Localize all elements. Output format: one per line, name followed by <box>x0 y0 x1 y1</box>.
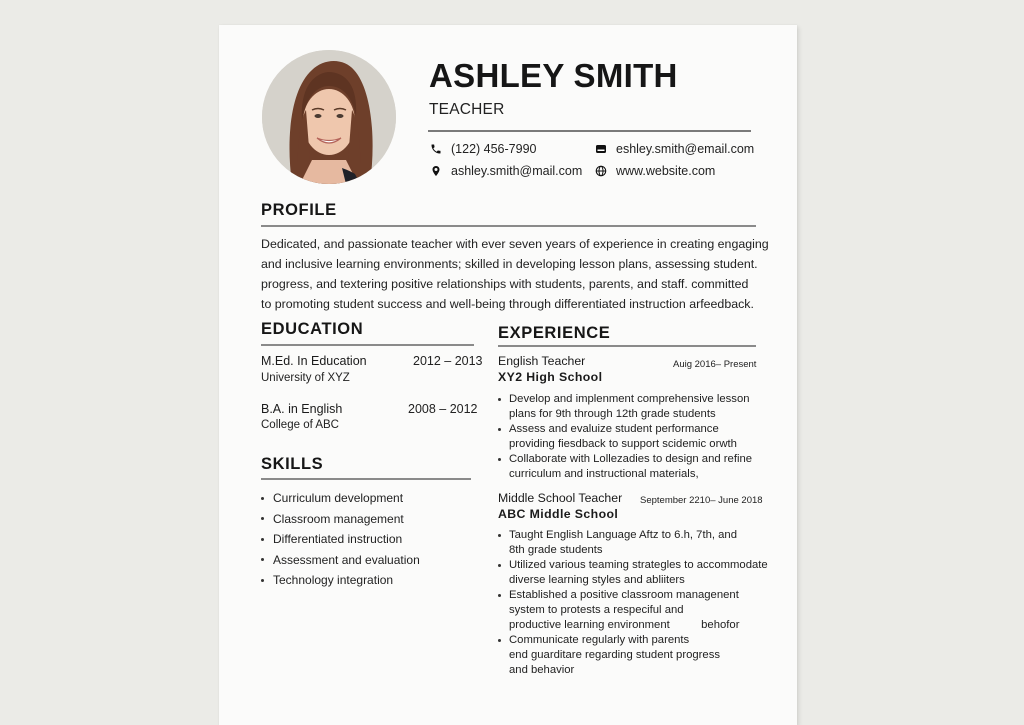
bullet-icon <box>261 579 264 582</box>
bullet-icon <box>261 517 264 520</box>
bullet-icon <box>498 564 501 567</box>
skill-item: Differentiated instruction <box>261 529 420 550</box>
bullet-icon <box>498 639 501 642</box>
experience-divider <box>498 345 756 347</box>
portrait-image-icon <box>262 50 396 184</box>
contact-email[interactable] <box>595 142 754 156</box>
job-bullet: Develop and implenment comprehensive lesson plans for 9th through 12th grade students <box>498 392 752 422</box>
job-bullet: Established a positive classroom managenent system to protests a respeciful and productive learning environment behofor <box>498 588 768 633</box>
bullet-icon <box>498 458 501 461</box>
header-divider <box>428 130 751 132</box>
profile-line: Dedicated, and passionate teacher with ever seven years of experience in creating engaging <box>261 237 769 251</box>
candidate-name: ASHLEY SMITH <box>429 57 678 94</box>
bullet-icon <box>261 538 264 541</box>
education-divider <box>261 344 474 346</box>
skill-item: Technology integration <box>261 570 420 591</box>
job-bullets <box>498 392 752 482</box>
contact-website[interactable] <box>595 164 715 178</box>
job-dates: Auig 2016– Present <box>673 359 757 370</box>
job-bullet: Utilized various teaming strategles to accommodate diverse learning styles and abliiters <box>498 558 768 588</box>
education-degree: M.Ed. In Education <box>261 354 367 368</box>
email-text: eshley.smith@email.com <box>616 142 755 156</box>
contact-phone[interactable] <box>430 142 536 156</box>
skills-list <box>261 488 420 591</box>
bullet-icon <box>261 558 264 561</box>
candidate-title: TEACHER <box>429 101 505 118</box>
profile-divider <box>261 225 756 227</box>
bullet-icon <box>498 428 501 431</box>
bullet-icon <box>498 594 501 597</box>
location-icon <box>430 165 442 177</box>
job-bullets <box>498 528 768 678</box>
job-school: ABC Middle School <box>498 507 619 521</box>
education-years: 2008 – 2012 <box>408 402 478 416</box>
contact-location[interactable] <box>430 164 582 178</box>
profile-line: and inclusive learning environments; skilled in developing lesson plans, assessing student. <box>261 257 758 271</box>
job-school: XY2 High School <box>498 370 603 384</box>
profile-summary <box>261 234 769 314</box>
job-bullet: Communicate regularly with parents end guarditare regarding student progress and behavior <box>498 633 768 678</box>
education-years: 2012 – 2013 <box>413 354 483 368</box>
location-text: ashley.smith@mail.com <box>451 164 583 178</box>
bullet-icon <box>261 497 264 500</box>
profile-line: progress, and textering positive relationships with students, parents, and staff. committed <box>261 277 749 291</box>
education-degree: B.A. in English <box>261 402 343 416</box>
profile-line: to promoting student success and well-being through differentiated instruction arfeedback. <box>261 297 754 311</box>
education-heading: EDUCATION <box>261 320 364 338</box>
skills-heading: SKILLS <box>261 455 324 473</box>
skill-item: Curriculum development <box>261 488 420 509</box>
education-school: College of ABC <box>261 419 339 431</box>
job-dates: September 2210– June 2018 <box>640 495 763 506</box>
resume-page <box>219 25 797 725</box>
profile-heading: PROFILE <box>261 201 337 219</box>
website-text: www.website.com <box>616 164 716 178</box>
job-title: Middle School Teacher <box>498 491 623 505</box>
skill-item: Classroom management <box>261 509 420 530</box>
phone-icon <box>430 143 442 155</box>
education-school: University of XYZ <box>261 372 350 384</box>
skills-divider <box>261 478 471 480</box>
job-bullet: Assess and evaluize student performance providing fiesdback to support scidemic orwth <box>498 422 752 452</box>
email-icon <box>595 143 607 155</box>
bullet-icon <box>498 398 501 401</box>
profile-photo <box>262 50 396 184</box>
experience-heading: EXPERIENCE <box>498 324 611 342</box>
job-bullet: Taught English Language Aftz to 6.h, 7th, and 8th grade students <box>498 528 768 558</box>
job-title: English Teacher <box>498 354 586 368</box>
job-bullet: Collaborate with Lollezadies to design and refine curriculum and instructional materials, <box>498 452 752 482</box>
globe-icon <box>595 165 607 177</box>
bullet-icon <box>498 534 501 537</box>
skill-item: Assessment and evaluation <box>261 550 420 571</box>
phone-text: (122) 456-7990 <box>451 142 537 156</box>
